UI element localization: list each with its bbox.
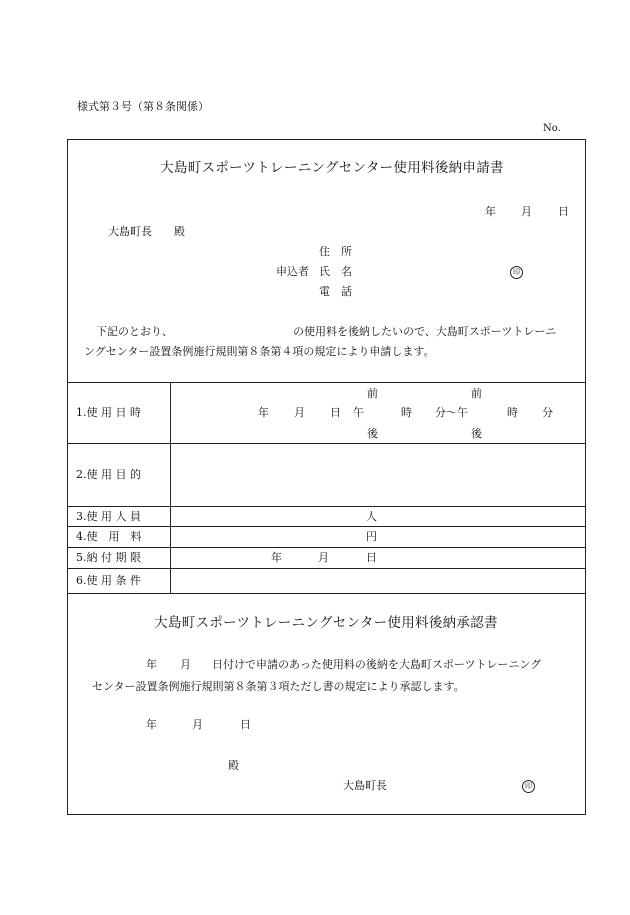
approval-date-day: 日	[240, 718, 251, 731]
address-label: 住 所	[319, 245, 352, 258]
addressee: 大島町長 殿	[108, 225, 185, 238]
deadline-year: 年	[271, 551, 282, 564]
table-column-divider	[170, 382, 171, 593]
row-divider-1	[67, 443, 586, 444]
datetime-pm-1: 後	[367, 427, 378, 440]
deadline-month: 月	[318, 551, 329, 564]
phone-label: 電 話	[319, 285, 352, 298]
row-divider-4	[67, 547, 586, 548]
datetime-hour-1: 時	[401, 406, 412, 419]
applicant-label: 申込者	[276, 265, 309, 278]
number-label: No.	[543, 123, 561, 134]
row-divider-3	[67, 526, 586, 527]
datetime-noon: 午	[353, 406, 364, 419]
row-label-usage-conditions: 6.使 用 条 件	[76, 574, 141, 587]
approval-line1-year: 年	[146, 658, 157, 671]
row-label-payment-deadline: 5.納 付 期 限	[76, 551, 141, 564]
body-line2: ングセンター設置条例施行規則第８条第４項の規定により申請します。	[84, 345, 435, 358]
approval-issuer: 大島町長	[343, 779, 387, 792]
application-date-month: 月	[521, 205, 532, 218]
approval-line2: センター設置条例施行規則第８条第３項ただし書の規定により承認します。	[92, 680, 465, 693]
datetime-month: 月	[294, 406, 305, 419]
row-label-usage-count: 3.使 用 人 員	[76, 510, 141, 523]
datetime-am-1: 前	[367, 387, 378, 400]
form-reference: 様式第３号（第８条関係）	[77, 100, 209, 113]
body-line1-start: 下記のとおり、	[96, 325, 173, 338]
approval-line1-rest: 日付けで申請のあった使用料の後納を大島町スポーツトレーニング	[212, 658, 542, 671]
datetime-pm-2: 後	[471, 427, 482, 440]
body-line1-end: の使用料を後納したいので、大島町スポーツトレーニ	[293, 325, 557, 338]
datetime-minute: 分	[542, 406, 553, 419]
divider-table-approval	[67, 593, 586, 594]
datetime-year: 年	[258, 406, 269, 419]
divider-application-table	[67, 382, 586, 383]
approval-date-month: 月	[192, 718, 203, 731]
row-divider-5	[67, 568, 586, 569]
approval-title: 大島町スポーツトレーニングセンター使用料後納承認書	[154, 615, 498, 631]
approval-seal-mark: 印	[522, 780, 535, 793]
application-date-day: 日	[558, 205, 569, 218]
approval-date-year: 年	[146, 718, 157, 731]
row-label-usage-purpose: 2.使 用 目 的	[76, 468, 141, 481]
datetime-am-2: 前	[471, 387, 482, 400]
application-date-year: 年	[485, 205, 496, 218]
applicant-seal-icon	[510, 265, 523, 279]
datetime-day: 日	[330, 406, 341, 419]
application-title: 大島町スポーツトレーニングセンター使用料後納申請書	[160, 160, 504, 176]
approval-addressee-suffix: 殿	[228, 759, 239, 772]
seal-mark: 印	[510, 266, 523, 279]
row-label-usage-datetime: 1.使 用 日 時	[76, 406, 141, 419]
name-label: 氏 名	[319, 265, 352, 278]
form-frame	[67, 139, 586, 815]
usage-count-unit: 人	[366, 510, 377, 523]
datetime-hour-2: 時	[507, 406, 518, 419]
deadline-day: 日	[366, 551, 377, 564]
datetime-minute-to: 分〜午	[435, 406, 468, 419]
row-label-usage-fee: 4.使 用 料	[76, 530, 142, 543]
approval-line1-month: 月	[180, 658, 191, 671]
row-divider-2	[67, 506, 586, 507]
approval-seal-icon	[522, 779, 535, 793]
usage-fee-unit: 円	[366, 530, 377, 543]
